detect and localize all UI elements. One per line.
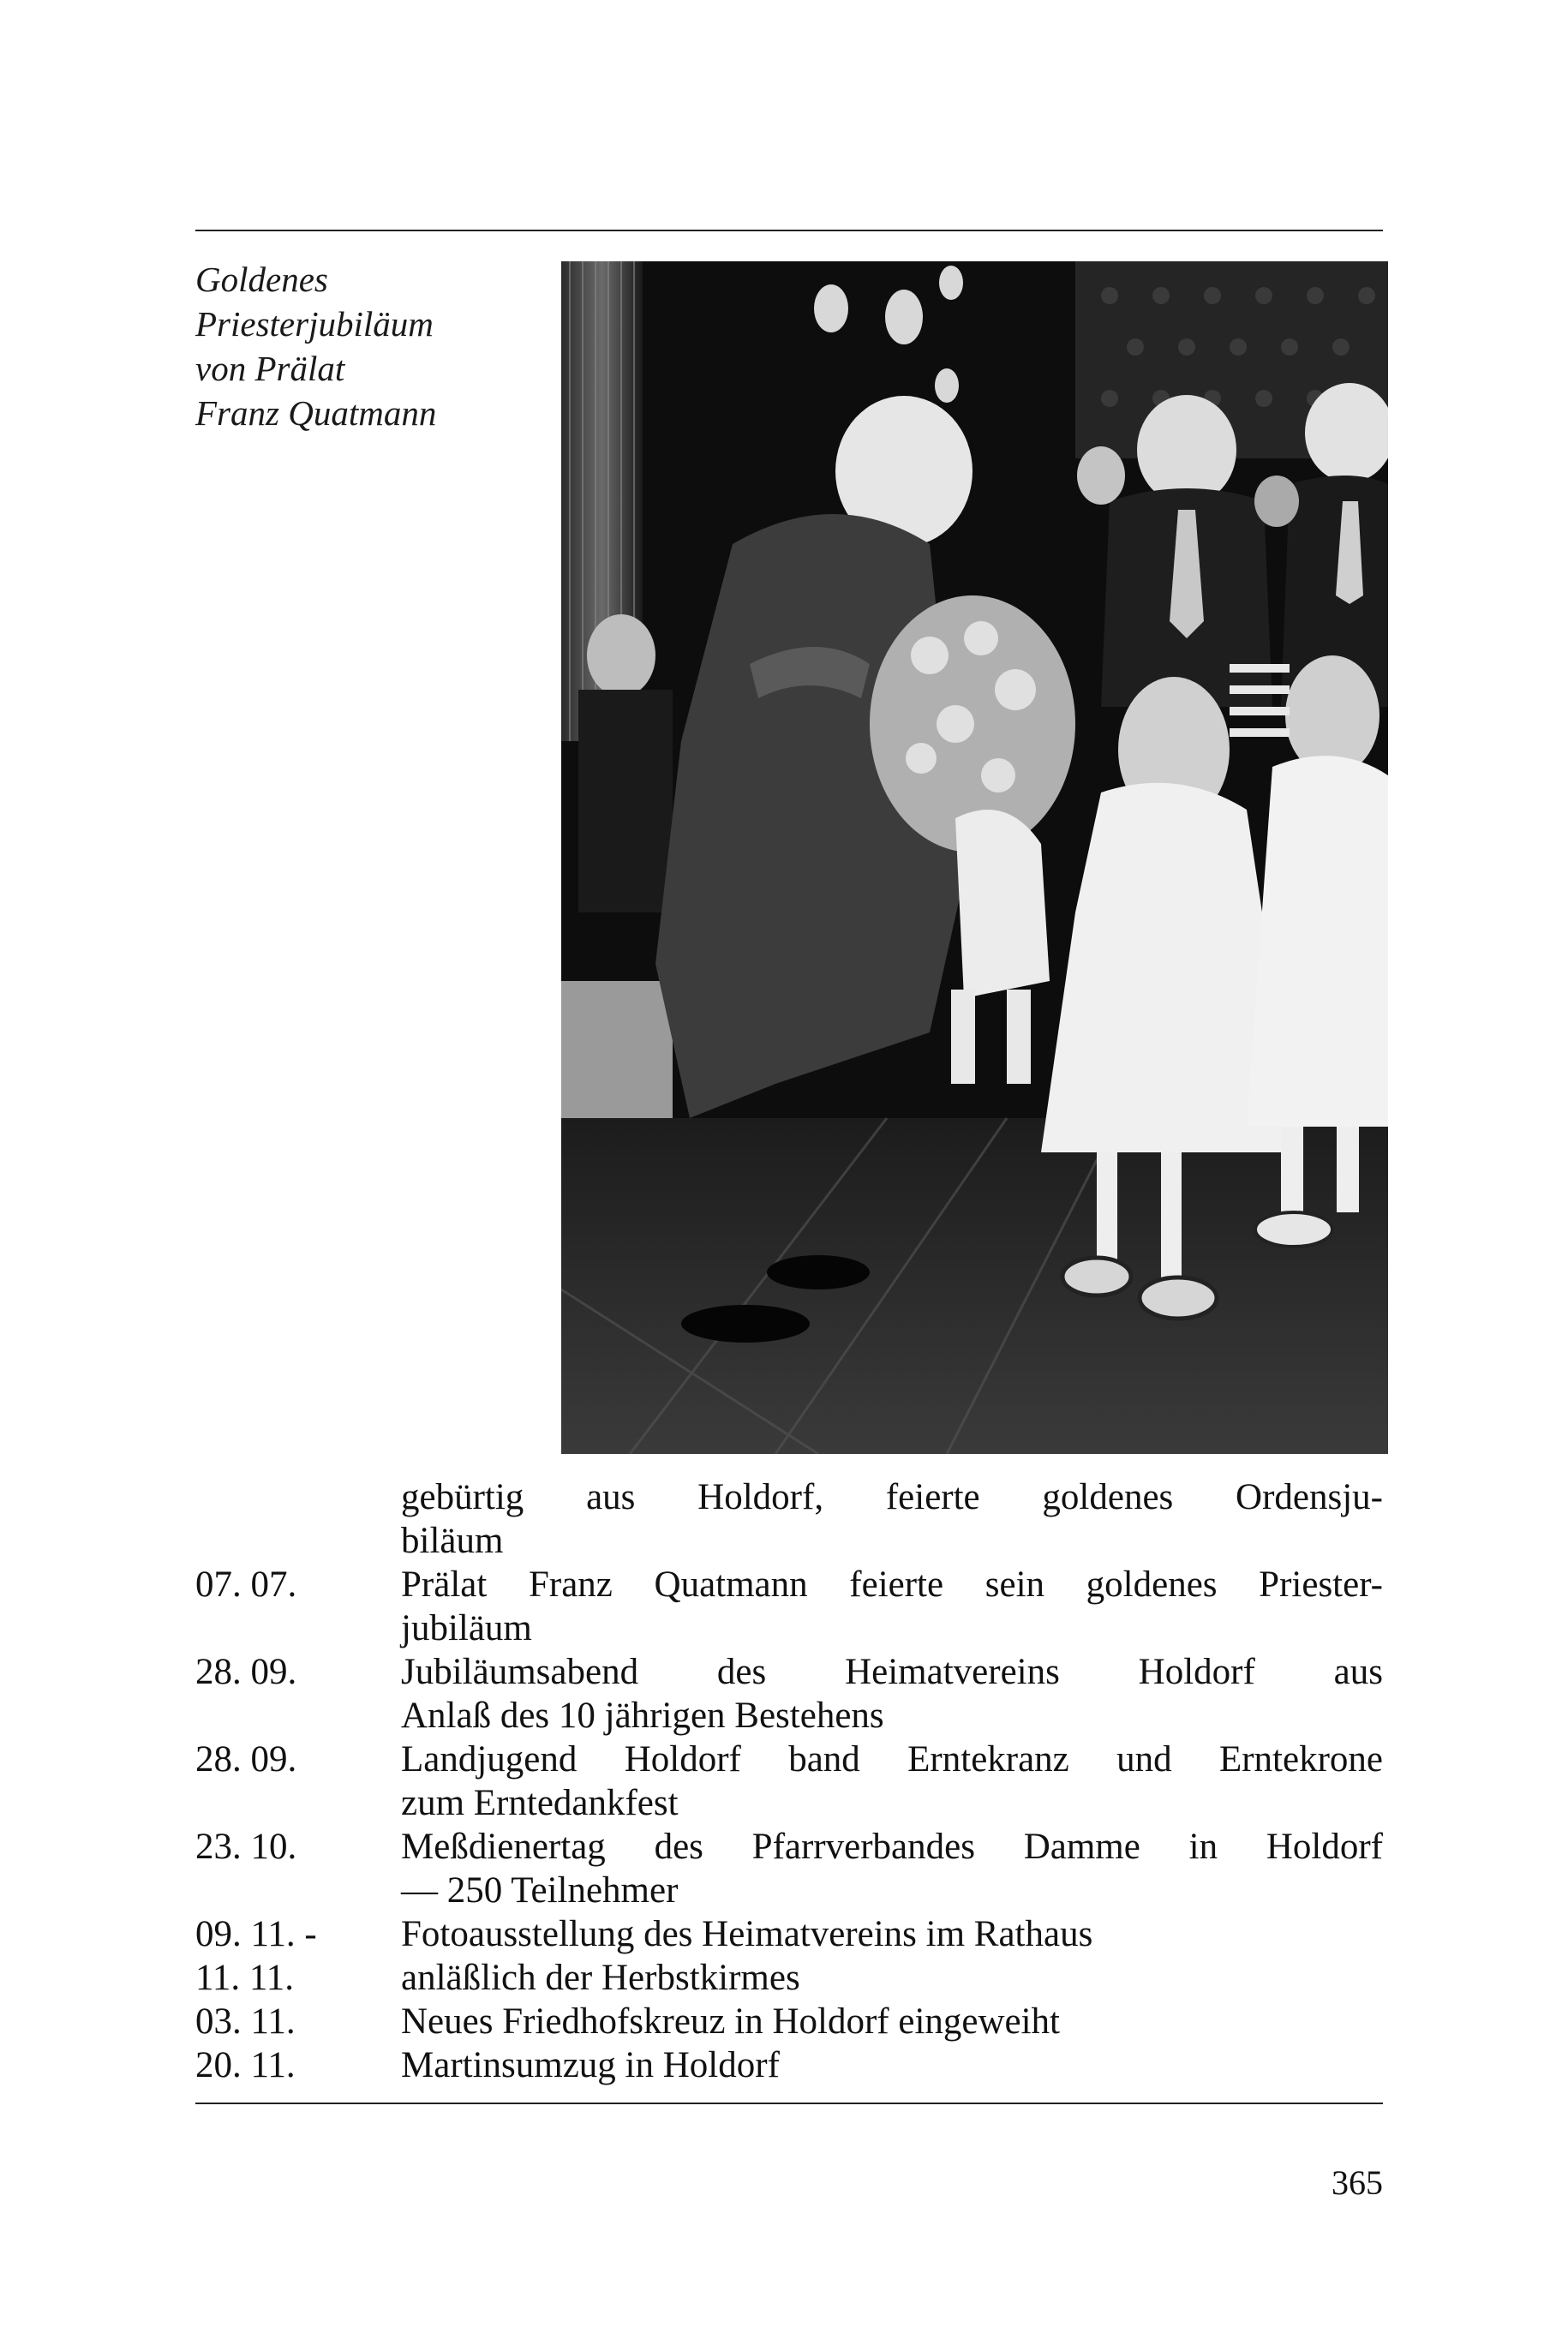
chronicle-entry [195, 1912, 1383, 1956]
entry-date: 11. 11. [195, 1958, 295, 1998]
entry-date: 28. 09. [195, 1652, 297, 1692]
entry-line: — 250 Teilnehmer [401, 1870, 679, 1911]
entry-date: 09. 11. - [195, 1914, 317, 1954]
entry-line: Anlaß des 10 jährigen Bestehens [401, 1696, 884, 1736]
entry-line: biläum [401, 1521, 504, 1561]
chronicle-entry [195, 1475, 1383, 1563]
entry-date: 20. 11. [195, 2045, 296, 2085]
entry-line: zum Erntedankfest [401, 1783, 679, 1823]
chronicle-entry [195, 1738, 1383, 1825]
entry-line: Martinsumzug in Holdorf [401, 2045, 780, 2085]
entry-text [401, 1825, 1383, 1912]
caption-line: Priesterjubiläum [195, 304, 434, 344]
chronicle-entry [195, 1563, 1383, 1650]
chronicle-entry [195, 1650, 1383, 1738]
entry-date: 07. 07. [195, 1564, 297, 1605]
entry-date: 03. 11. [195, 2001, 296, 2042]
entry-text [401, 1650, 1383, 1738]
chronicle-entry [195, 2000, 1383, 2043]
entry-text [401, 2043, 1383, 2087]
entry-text [401, 1956, 1383, 2000]
photo-icon [561, 261, 1388, 1454]
top-rule [195, 230, 1383, 231]
entry-line: anläßlich der Herbstkirmes [401, 1958, 800, 1998]
page-number: 365 [1332, 2163, 1383, 2202]
chronicle-entries [195, 1475, 1383, 2087]
entry-line: Neues Friedhofskreuz in Holdorf eingeweiht [401, 2001, 1061, 2042]
entry-line: Fotoausstellung des Heimatvereins im Rathaus [401, 1914, 1093, 1954]
caption-line: von Prälat [195, 349, 345, 388]
entry-line: jubiläum [401, 1608, 532, 1648]
photo-jubilee-ceremony [561, 261, 1388, 1454]
entry-line: Jubiläumsabend des Heimatvereins Holdorf aus [401, 1652, 1383, 1692]
entry-text [401, 1738, 1383, 1825]
entry-line: gebürtig aus Holdorf, feierte goldenes Ordensju- [401, 1477, 1383, 1517]
chronicle-entry [195, 1825, 1383, 1912]
entry-date: 28. 09. [195, 1739, 297, 1780]
caption-line: Franz Quatmann [195, 393, 437, 433]
entry-date: 23. 10. [195, 1827, 297, 1867]
entry-text [401, 1475, 1383, 1563]
entry-line: Meßdienertag des Pfarrverbandes Damme in Holdorf [401, 1827, 1383, 1867]
entry-line: Landjugend Holdorf band Erntekranz und Erntekrone [401, 1739, 1383, 1780]
entry-text [401, 1563, 1383, 1650]
photo-caption [195, 257, 538, 435]
chronicle-entry [195, 1956, 1383, 2000]
entry-line: Prälat Franz Quatmann feierte sein goldenes Priester- [401, 1564, 1383, 1605]
bottom-rule [195, 2103, 1383, 2104]
chronicle-entry [195, 2043, 1383, 2087]
caption-line: Goldenes [195, 260, 328, 299]
entry-text [401, 2000, 1383, 2043]
entry-text [401, 1912, 1383, 1956]
